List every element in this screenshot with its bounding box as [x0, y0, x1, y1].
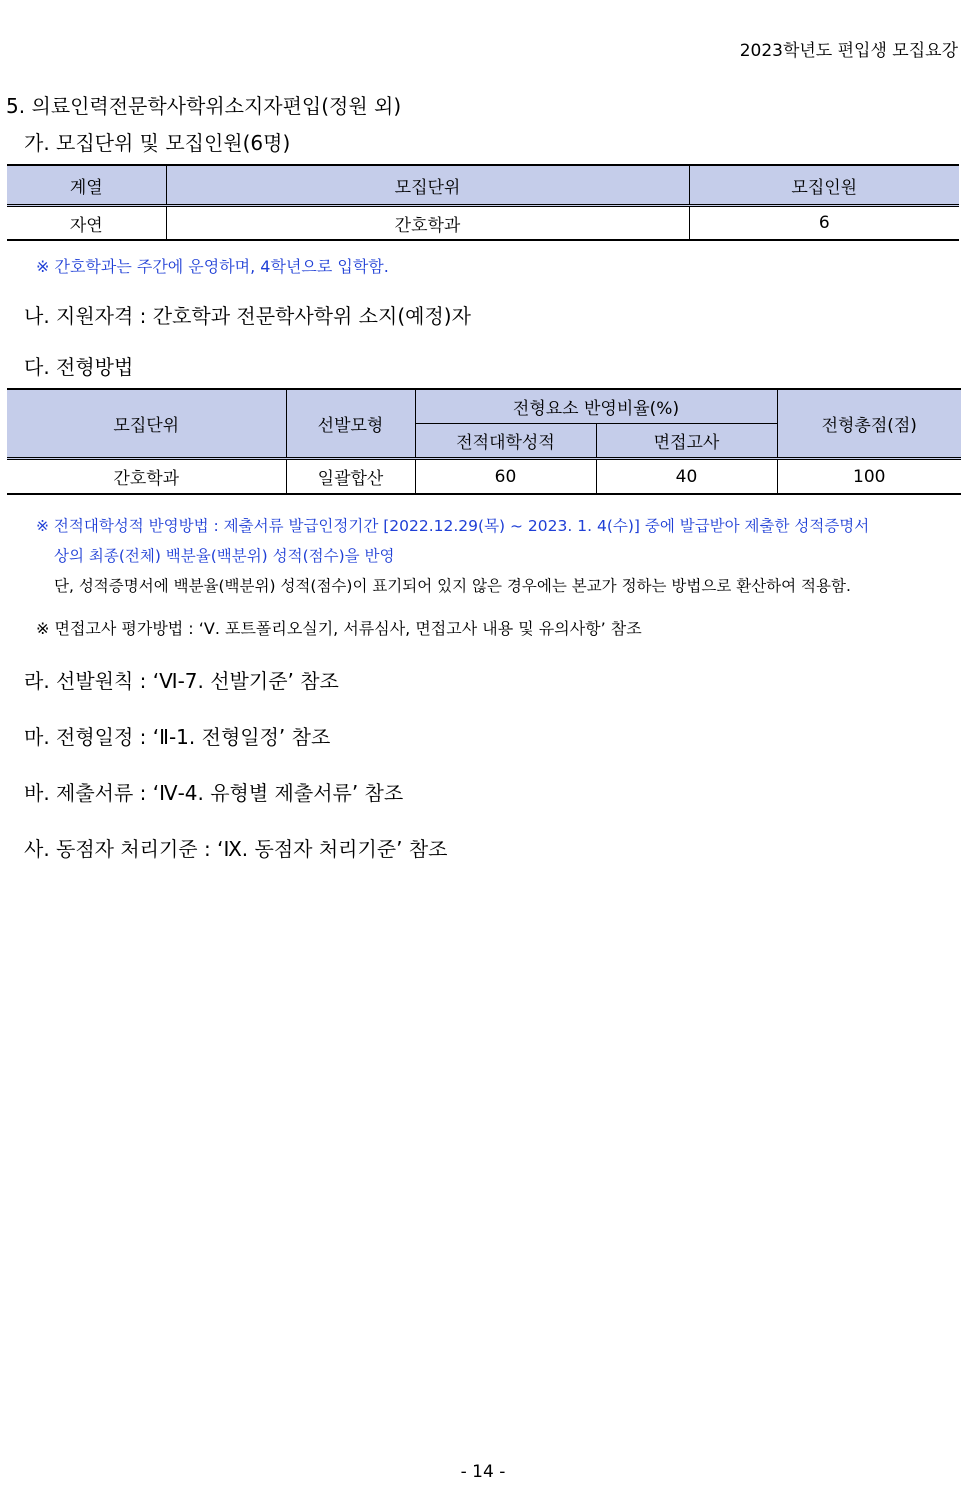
part-f-title: 바. 제출서류 : ‘Ⅳ-4. 유형별 제출서류’ 참조	[24, 781, 404, 805]
selection-method-table	[7, 388, 961, 495]
cell-unit: 간호학과	[166, 206, 689, 241]
document-header-title: 2023학년도 편입생 모집요강	[739, 41, 958, 61]
cell-total: 100	[777, 459, 961, 495]
page-number: - 14 -	[460, 1462, 506, 1482]
header-unit: 모집단위	[166, 165, 689, 206]
interview-method-note: ※ 면접고사 평가방법 : ‘Ⅴ. 포트폴리오실기, 서류심사, 면접고사 내용 및 유의사항’ 참조	[36, 619, 642, 638]
quota-table-header	[7, 165, 959, 206]
cell-quota: 6	[689, 206, 959, 241]
selection-table-header	[7, 389, 961, 424]
header-quota: 모집인원	[689, 165, 959, 206]
part-a-title: 가. 모집단위 및 모집인원(6명)	[24, 131, 291, 155]
table-row	[7, 459, 961, 495]
header-unit: 모집단위	[7, 389, 286, 459]
part-e-title: 마. 전형일정 : ‘Ⅱ-1. 전형일정’ 참조	[24, 725, 331, 749]
table-row	[7, 206, 959, 241]
cell-grade: 60	[415, 459, 596, 495]
section-title: 5. 의료인력전문학사학위소지자편입(정원 외)	[6, 94, 402, 118]
grade-method-note-line3: 단, 성적증명서에 백분율(백분위) 성적(점수)이 표기되어 있지 않은 경우에는 본교가 정하는 방법으로 환산하여 적용함.	[54, 577, 851, 595]
grade-method-note-line2: 상의 최종(전체) 백분율(백분위) 성적(점수)을 반영	[54, 547, 395, 565]
cell-field: 자연	[69, 215, 103, 236]
cell-interview: 40	[596, 459, 777, 495]
header-field: 계열	[7, 165, 166, 206]
quota-table	[7, 164, 959, 241]
part-a-note: ※ 간호학과는 주간에 운영하며, 4학년으로 입학함.	[36, 257, 389, 276]
cell-model: 일괄합산	[286, 459, 415, 495]
part-g-title: 사. 동점자 처리기준 : ‘Ⅸ. 동점자 처리기준’ 참조	[24, 837, 448, 861]
grade-method-note-line1: ※ 전적대학성적 반영방법 : 제출서류 발급인정기간 [2022.12.29(목) ~ 2023. 1. 4(수)] 중에 발급받아 제출한 성적증명서	[36, 517, 870, 535]
header-interview: 면접고사	[596, 424, 777, 459]
header-model: 선발모형	[286, 389, 415, 459]
part-c-title: 다. 전형방법	[24, 355, 134, 379]
part-d-title: 라. 선발원칙 : ‘Ⅵ-7. 선발기준’ 참조	[24, 669, 339, 693]
header-ratio: 전형요소 반영비율(%)	[415, 389, 777, 424]
header-grade: 전적대학성적	[415, 424, 596, 459]
cell-unit: 간호학과	[113, 469, 180, 489]
part-b-title: 나. 지원자격 : 간호학과 전문학사학위 소지(예정)자	[24, 304, 471, 328]
header-total: 전형총점(점)	[777, 389, 961, 459]
